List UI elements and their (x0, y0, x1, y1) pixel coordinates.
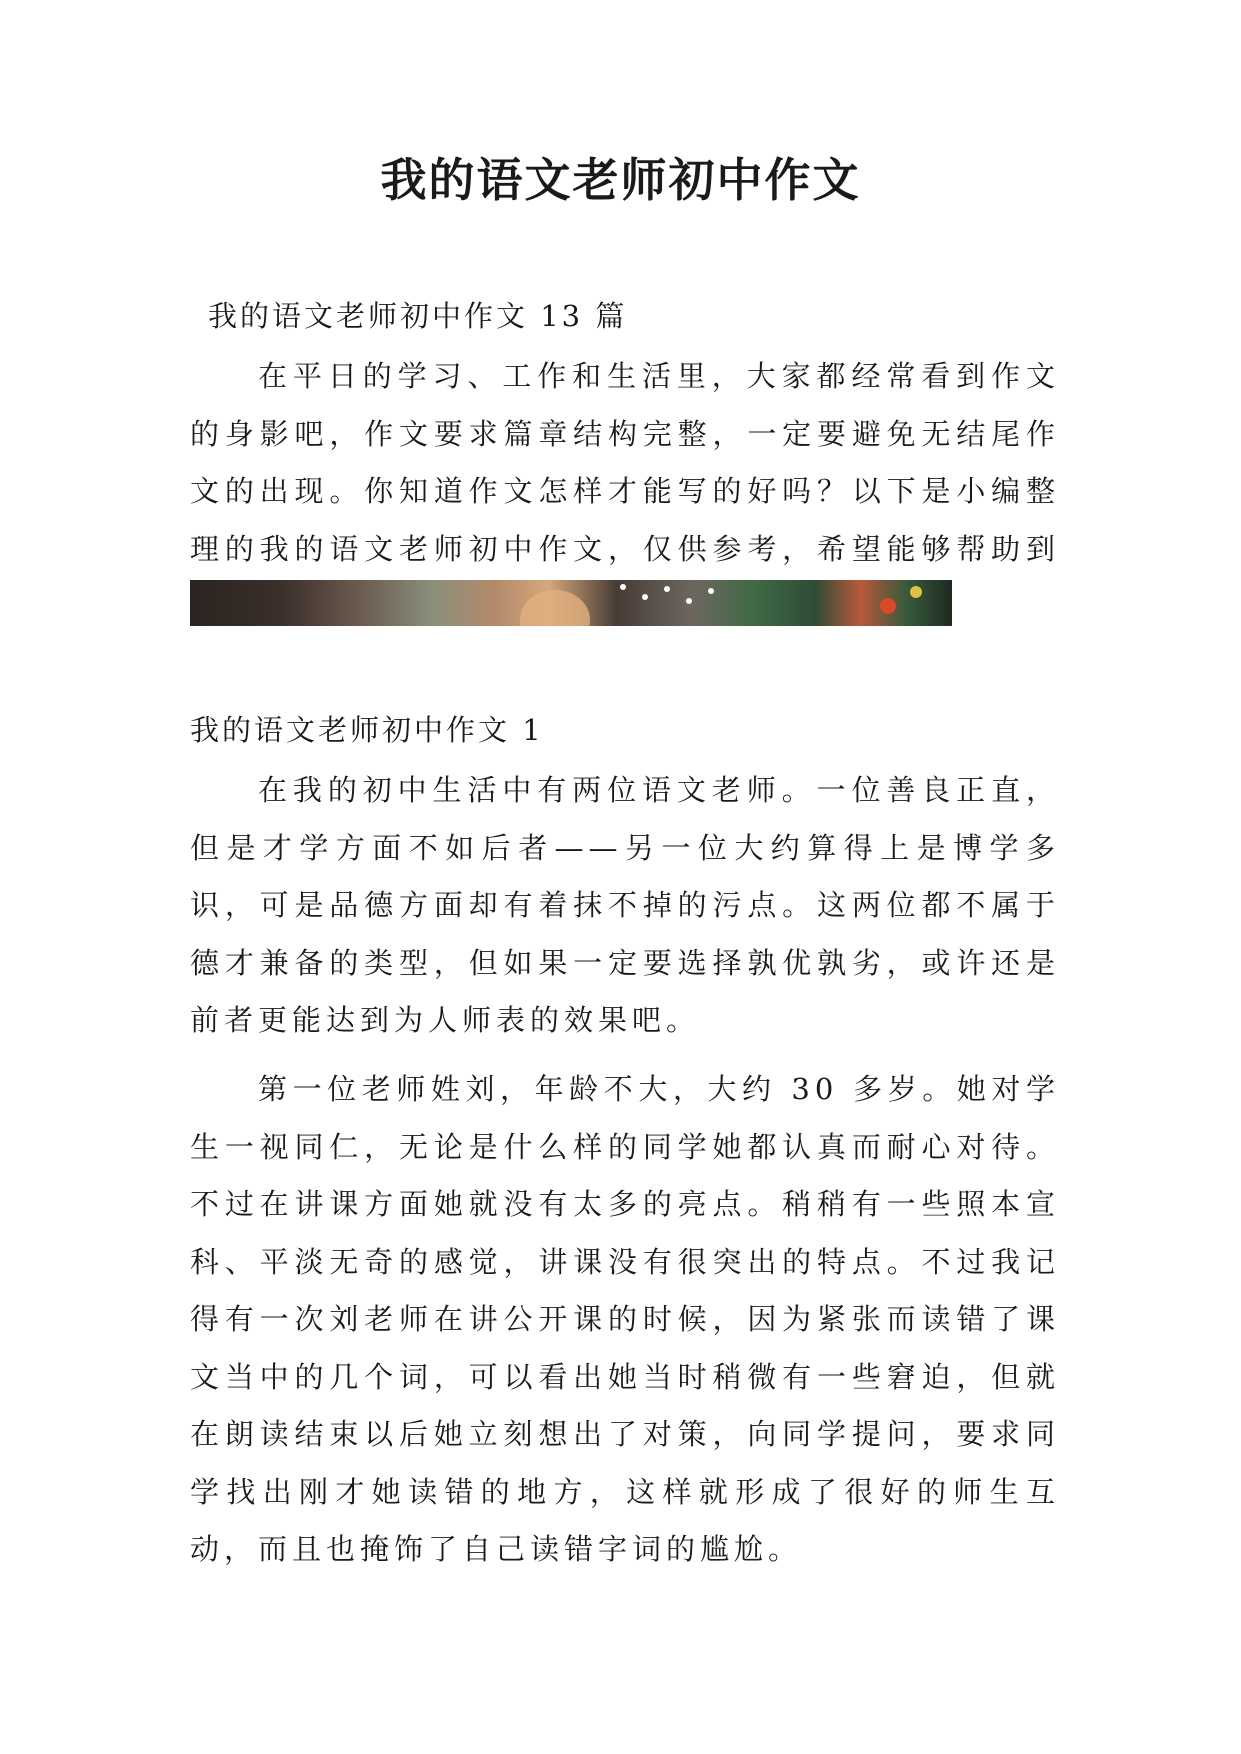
section-paragraph: 第一位老师姓刘，年龄不大，大约 30 多岁。她对学生一视同仁，无论是什么样的同学她都认真而耐心对待。不过在讲课方面她就没有太多的亮点。稍稍有一些照本宣科、平淡无奇的感觉，讲课没有很突出的特点。不过我记得有一次刘老师在讲公开课的时候，因为紧张而读错了课文当中的几个词，可以看出她当时稍微有一些窘迫，但就在朗读结束以后她立刻想出了对策，向同学提问，要求同学找出刚才她读错的地方，这样就形成了很好的师生互动，而且也掩饰了自己读错字词的尴尬。 (190, 1072, 1060, 1566)
banner-image (190, 580, 952, 626)
section-heading: 我的语文老师初中作文 1 (190, 713, 544, 747)
document-subtitle: 我的语文老师初中作文 13 篇 (208, 299, 628, 333)
section-paragraph: 在我的初中生活中有两位语文老师。一位善良正直，但是才学方面不如后者——另一位大约算得上是博学多识，可是品德方面却有着抹不掉的污点。这两位都不属于德才兼备的类型，但如果一定要选择孰优孰劣，或许还是前者更能达到为人师表的效果吧。 (190, 773, 1060, 1037)
page-title: 我的语文老师初中作文 (380, 153, 861, 207)
intro-paragraph: 在平日的学习、工作和生活里，大家都经常看到作文的身影吧，作文要求篇章结构完整，一定要避免无结尾作文的出现。你知道作文怎样才能写的好吗？以下是小编整理的我的语文老师初中作文，仅供参考，希望能够帮助到 (190, 359, 1060, 566)
